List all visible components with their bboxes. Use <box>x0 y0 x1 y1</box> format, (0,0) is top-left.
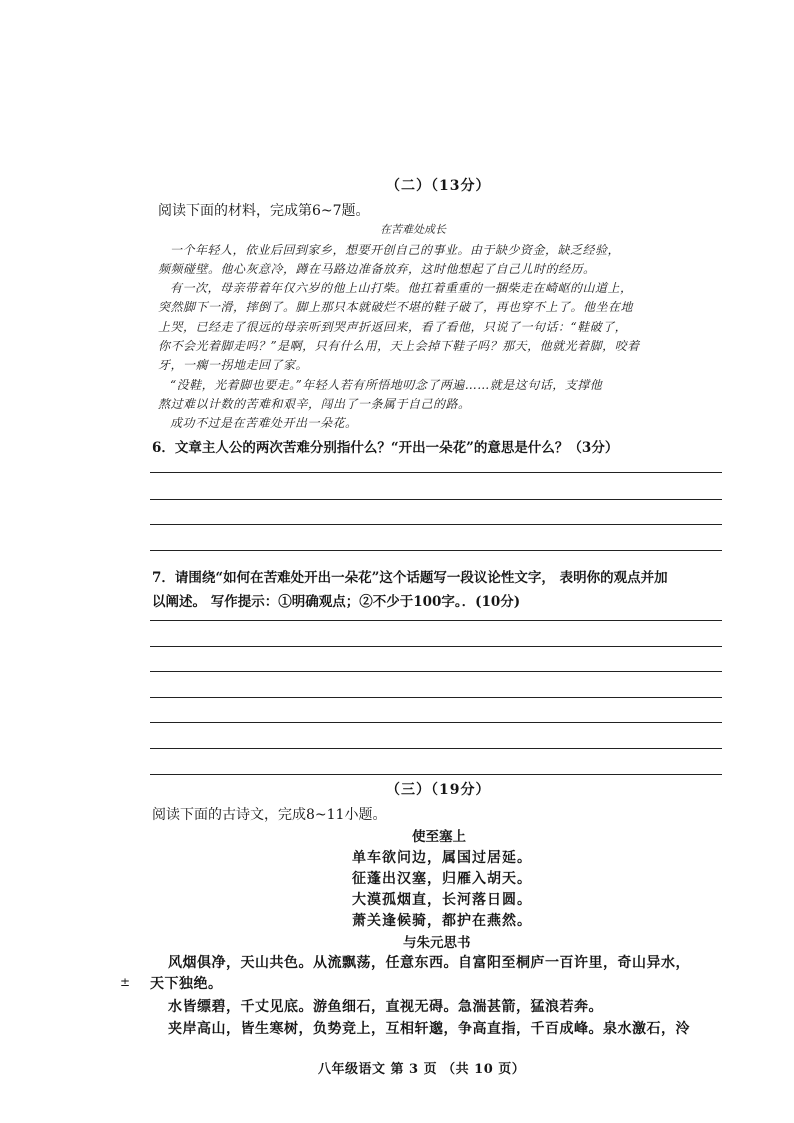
section3-intro: 阅读下面的古诗文，完成8~11小题。 <box>152 807 387 823</box>
answer-line[interactable] <box>150 697 722 698</box>
passage-line: 突然脚下一滑，摔倒了。脚上那只本就破烂不堪的鞋子破了，再也穿不上了。他坐在地 <box>158 300 634 314</box>
margin-mark: ± <box>120 975 131 989</box>
passage-line: 牙，一瘸一拐地走回了家。 <box>158 358 309 372</box>
passage-line: 一个年轻人，依业后回到家乡，想要开创自己的事业。由于缺少资金，缺乏经验， <box>170 243 621 257</box>
section2-intro: 阅读下面的材料，完成第6~7题。 <box>158 203 370 219</box>
answer-line[interactable] <box>150 524 722 525</box>
question-6: 6．文章主人公的两次苦难分别指什么？“开出一朵花”的意思是什么？（3分） <box>152 440 619 456</box>
poem-title: 使至塞上 <box>412 829 466 845</box>
passage-line: 成功不过是在苦难处开出一朵花。 <box>170 416 358 430</box>
section3-heading: （三）（19分） <box>386 782 491 798</box>
answer-line[interactable] <box>150 774 722 775</box>
poem-line: 大漠孤烟直，长河落日圆。 <box>352 892 532 908</box>
passage-line: “没鞋，光着脚也要走。”年轻人若有所悟地叨念了两遍……就是这句话，支撑他 <box>170 378 603 392</box>
prose-line: 天下独绝。 <box>150 976 223 992</box>
prose-line: 风烟俱净，天山共色。从流飘荡，任意东西。自富阳至桐庐一百许里，奇山异水， <box>168 955 690 971</box>
passage-line: 有一次，母亲带着年仅六岁的他上山打柴。他扛着重重的一捆柴走在崎岖的山道上， <box>170 281 633 295</box>
passage-line: 你不会光着脚走吗？”是啊，只有什么用，天上会掉下鞋子吗？那天，他就光着脚，咬着 <box>158 339 640 353</box>
question-7-line2: 以阐述。 写作提示：①明确观点；②不少于100字。．(10分) <box>152 594 521 610</box>
answer-line[interactable] <box>150 646 722 647</box>
passage-line: 频频碰壁。他心灰意冷，蹲在马路边准备放弃，这时他想起了自己儿时的经历。 <box>158 262 596 276</box>
answer-line[interactable] <box>150 620 722 621</box>
answer-line[interactable] <box>150 671 722 672</box>
page-footer: 八年级语文 第 3 页 （共 10 页） <box>318 1062 526 1077</box>
poem-line: 萧关逢候骑，都护在燕然。 <box>352 913 532 929</box>
answer-line[interactable] <box>150 472 722 473</box>
poem-line: 单车欲问边，属国过居延。 <box>352 850 532 866</box>
question-7-line1: 7．请围绕“如何在苦难处开出一朵花”这个话题写一段议论性文字， 表明你的观点并加 <box>152 570 668 586</box>
answer-line[interactable] <box>150 499 722 500</box>
prose-line: 水皆缥碧，千丈见底。游鱼细石，直视无碍。急湍甚箭，猛浪若奔。 <box>168 999 603 1015</box>
answer-line[interactable] <box>150 722 722 723</box>
prose-title: 与朱元思书 <box>403 935 471 951</box>
section2-heading: （二）（13分） <box>386 178 491 194</box>
answer-line[interactable] <box>150 748 722 749</box>
passage-line: 上哭，已经走了很远的母亲听到哭声折返回来，看了看他，只说了一句话：“鞋破了， <box>158 320 628 334</box>
poem-line: 征蓬出汉塞，归雁入胡天。 <box>352 871 532 887</box>
passage-line: 熬过难以计数的苦难和艰辛，闯出了一条属于自己的路。 <box>158 397 471 411</box>
prose-line: 夹岸高山，皆生寒树，负势竞上，互相轩邈，争高直指，千百成峰。泉水激石，泠 <box>168 1021 690 1037</box>
answer-line[interactable] <box>150 550 722 551</box>
passage-title: 在苦难处成长 <box>380 223 446 236</box>
